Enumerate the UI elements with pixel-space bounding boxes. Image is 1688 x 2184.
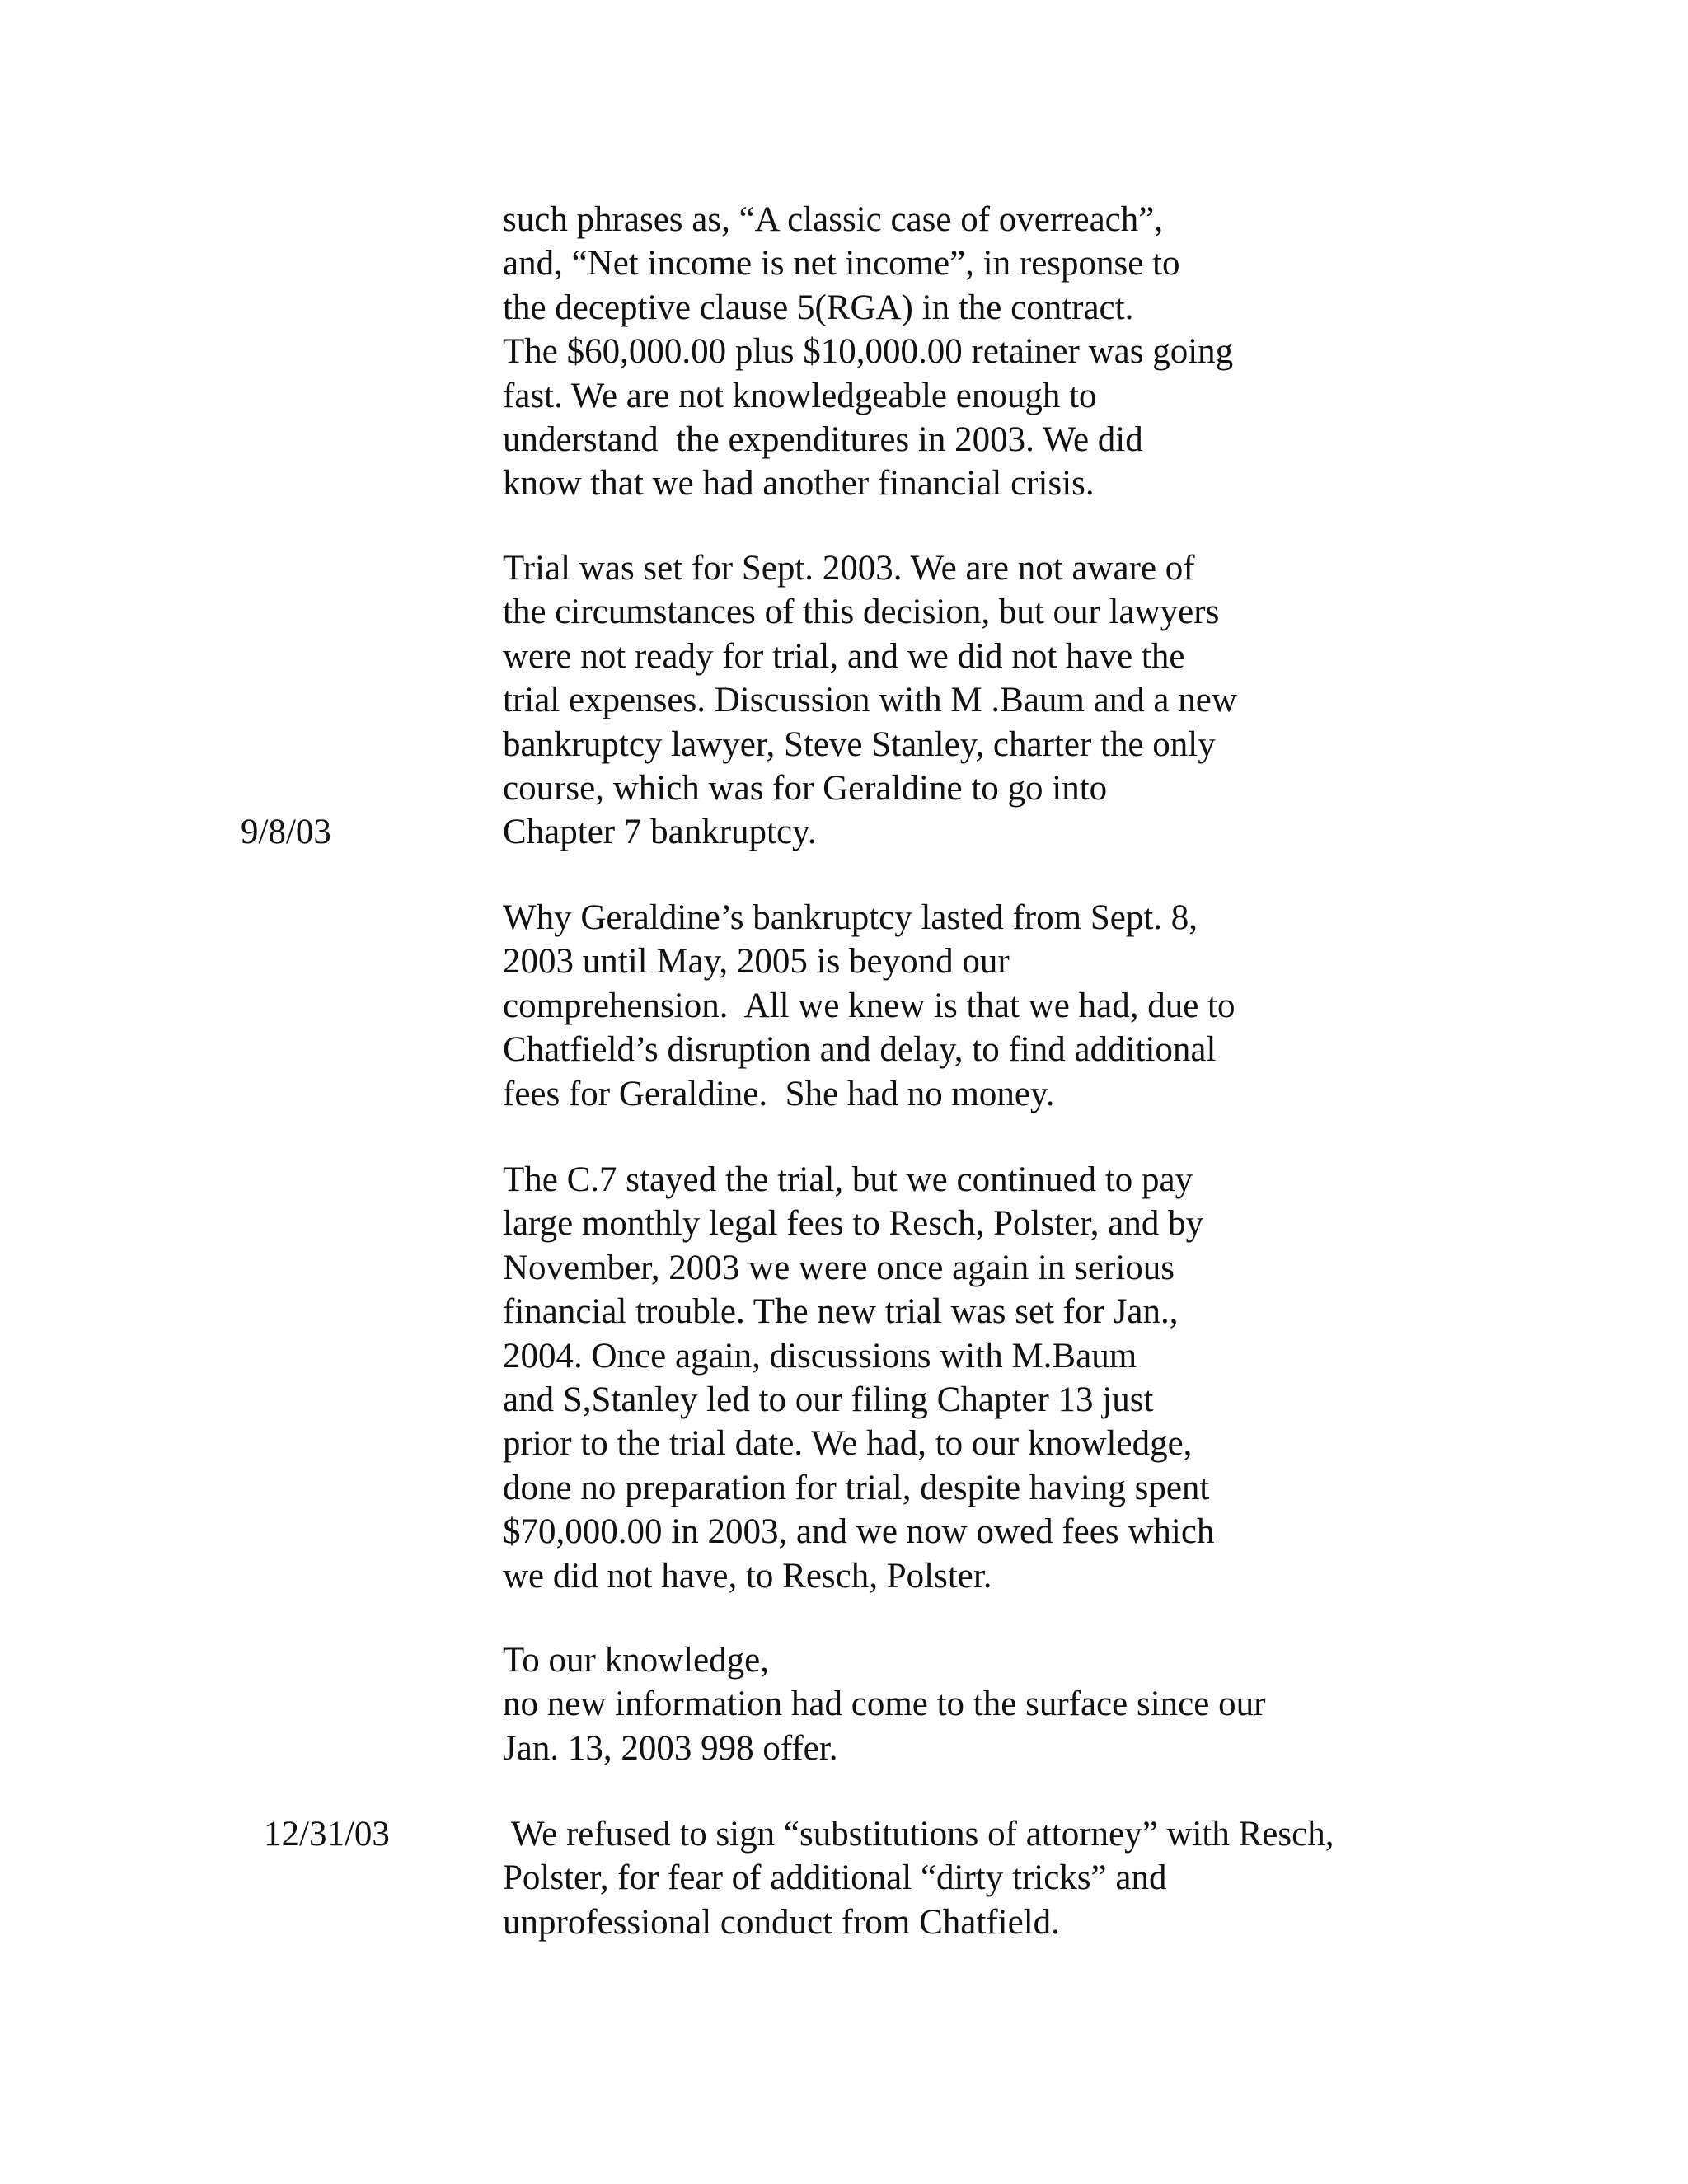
text-line: Jan. 13, 2003 998 offer.: [503, 1728, 838, 1768]
paragraph-text: [503, 1638, 1459, 1770]
text-line: were not ready for trial, and we did not have the: [503, 636, 1185, 676]
text-line: we did not have, to Resch, Polster.: [503, 1556, 992, 1596]
text-line: large monthly legal fees to Resch, Polster, and by: [503, 1204, 1204, 1244]
text-line: course, which was for Geraldine to go into: [503, 768, 1108, 808]
paragraph-text: [503, 198, 1459, 506]
text-line: the circumstances of this decision, but our lawyers: [503, 593, 1220, 632]
paragraph-text: [503, 896, 1459, 1116]
text-line: no new information had come to the surface since our: [503, 1685, 1266, 1724]
text-line: and S,Stanley led to our filing Chapter 13 just: [503, 1380, 1154, 1419]
paragraph-text: [503, 546, 1459, 855]
text-line: $70,000.00 in 2003, and we now owed fees which: [503, 1512, 1215, 1552]
text-line: Chatfield’s disruption and delay, to find additional: [503, 1030, 1217, 1070]
text-line: bankruptcy lawyer, Steve Stanley, charter the only: [503, 724, 1216, 764]
text-line: Polster, for fear of additional “dirty tricks” and: [503, 1858, 1167, 1898]
text-line: and, “Net income is net income”, in response to: [503, 244, 1180, 284]
text-line: fees for Geraldine. She had no money.: [503, 1074, 1055, 1113]
paragraph-text: [503, 1158, 1459, 1598]
text-line: know that we had another financial crisis.: [503, 464, 1095, 504]
text-line: trial expenses. Discussion with M .Baum and a new: [503, 681, 1237, 720]
text-line: November, 2003 we were once again in serious: [503, 1248, 1175, 1287]
text-line: Trial was set for Sept. 2003. We are not aware of: [503, 549, 1195, 588]
text-line: prior to the trial date. We had, to our knowledge,: [503, 1424, 1193, 1464]
text-line: such phrases as, “A classic case of overreach”,: [503, 200, 1164, 239]
entry-date: 9/8/03: [241, 813, 331, 851]
entry-date: 12/31/03: [264, 1815, 390, 1854]
text-line: To our knowledge,: [503, 1641, 770, 1680]
text-line: 2004. Once again, discussions with M.Baum: [503, 1336, 1137, 1376]
text-line: 2003 until May, 2005 is beyond our: [503, 942, 1010, 982]
text-line: financial trouble. The new trial was set for Jan.,: [503, 1292, 1179, 1332]
text-line: Why Geraldine’s bankruptcy lasted from Sept. 8,: [503, 898, 1198, 937]
paragraph-text: [503, 1812, 1459, 1944]
text-line: comprehension. All we knew is that we had, due to: [503, 986, 1236, 1025]
text-line: done no preparation for trial, despite having spent: [503, 1468, 1210, 1507]
text-line: fast. We are not knowledgeable enough to: [503, 376, 1097, 415]
text-line: The C.7 stayed the trial, but we continued to pay: [503, 1160, 1193, 1199]
text-line: unprofessional conduct from Chatfield.: [503, 1902, 1060, 1942]
text-line: Chapter 7 bankruptcy.: [503, 813, 817, 852]
text-line: The $60,000.00 plus $10,000.00 retainer was going: [503, 332, 1234, 372]
text-line: understand the expenditures in 2003. We did: [503, 419, 1143, 459]
text-line: the deceptive clause 5(RGA) in the contract.: [503, 288, 1134, 327]
text-line: We refused to sign “substitutions of attorney” with Resch,: [503, 1815, 1334, 1854]
